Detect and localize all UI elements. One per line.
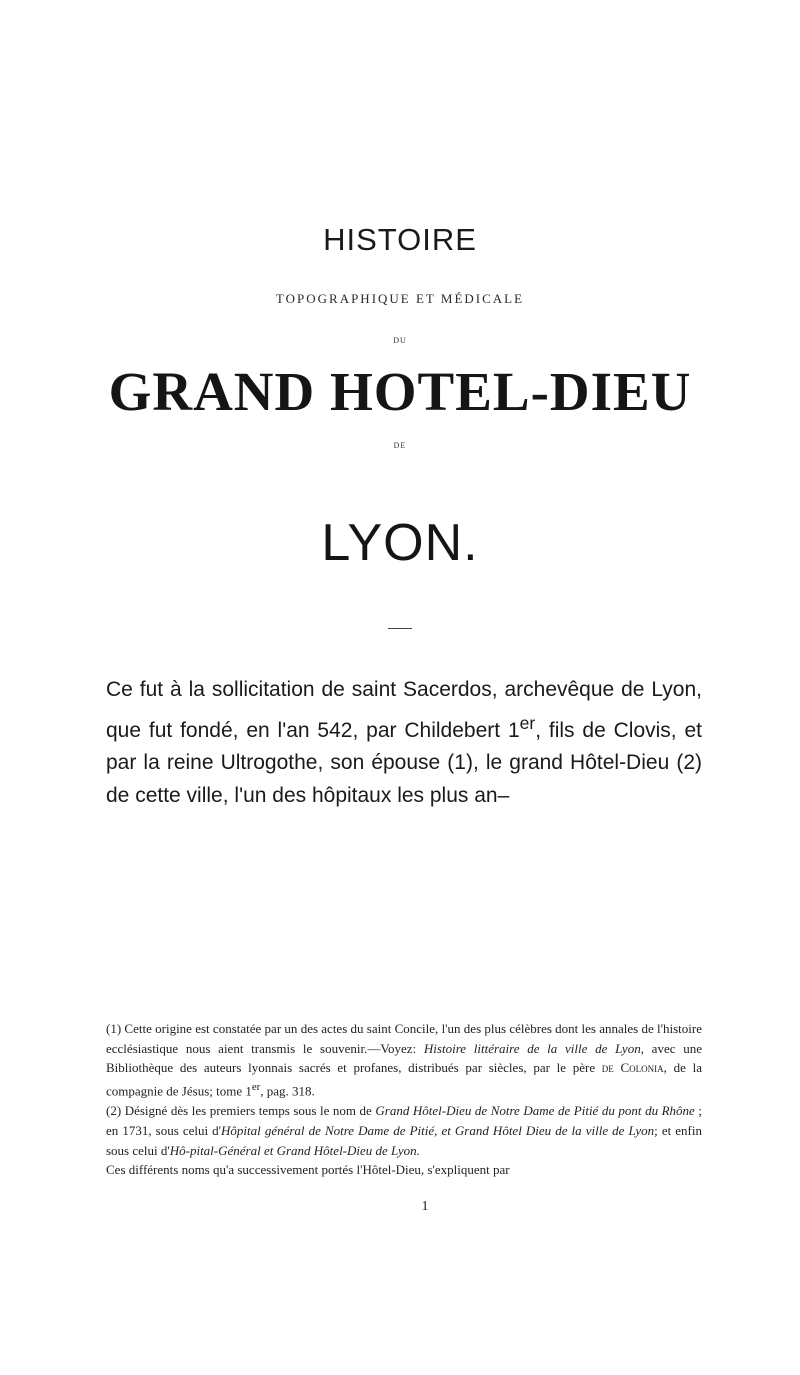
body-paragraph — [106, 674, 702, 812]
footnote-2-text-c: ; et enfin sous celui d' — [106, 1122, 702, 1158]
footnote-1-smallcaps: de Colonia — [601, 1060, 664, 1076]
footnote-2-italic-2: Hôpital général de Notre Dame de Pitié, et Grand Hôtel Dieu de la ville de Lyon — [221, 1122, 655, 1138]
footnote-1-text-d: , pag. 318. — [260, 1083, 315, 1099]
title-grand-hotel-dieu: GRAND HOTEL-DIEU — [108, 361, 692, 422]
title-lyon: LYON. — [321, 514, 479, 572]
footnote-1-italic: Histoire littéraire de la ville de Lyon, — [423, 1040, 644, 1056]
body-superscript: er — [519, 712, 536, 733]
title-du: DU — [393, 336, 407, 345]
footnote-2 — [106, 1101, 702, 1160]
body-text-b: , fils de Clovis, et par la reine Ultrogothe, son épouse (1), le grand Hôtel-Dieu (2) de cette ville, l'un des hôpitaux les plus an– — [106, 718, 702, 807]
footnote-1 — [106, 1019, 702, 1101]
footnote-continuation: Ces différents noms qu'a successivement portés l'Hôtel-Dieu, s'expliquent par — [106, 1162, 510, 1178]
footnotes — [106, 1019, 702, 1180]
separator-rule — [388, 628, 412, 629]
footnote-2-italic-1: Grand Hôtel-Dieu de Notre Dame de Pitié du pont du Rhône — [375, 1103, 695, 1119]
page-number: 1 — [421, 1199, 429, 1214]
footnote-2-text-a: (2) Désigné dès les premiers temps sous le nom de — [106, 1103, 376, 1119]
footnote-1-text-b: avec une Bibliothèque des auteurs lyonnais sacrés et profanes, distribués par siècles, par le père — [106, 1040, 702, 1076]
title-subtitle: TOPOGRAPHIQUE ET MÉDICALE — [275, 291, 525, 306]
footnote-2-italic-3: Hô-pital-Général et Grand Hôtel-Dieu de Lyon. — [169, 1142, 420, 1158]
footnote-1-superscript: er — [251, 1081, 261, 1094]
footnote-1-text-c: , de la compagnie de Jésus; tome 1 — [106, 1060, 702, 1099]
title-histoire: HISTOIRE — [323, 222, 477, 257]
title-de: DE — [393, 441, 407, 450]
body-text-a: Ce fut à la sollicitation de saint Sacerdos, archevêque de Lyon, que fut fondé, en l'an 542, par Childebert 1 — [106, 678, 702, 742]
footnote-2-text-b: ; en 1731, sous celui d' — [106, 1103, 702, 1138]
footnote-1-text-a: (1) Cette origine est constatée par un des actes du saint Concile, l'un des plus célèbres dont les annales de l'histoire ecclésiastique nous aient transmis le souvenir.—Voyez: — [106, 1021, 702, 1056]
